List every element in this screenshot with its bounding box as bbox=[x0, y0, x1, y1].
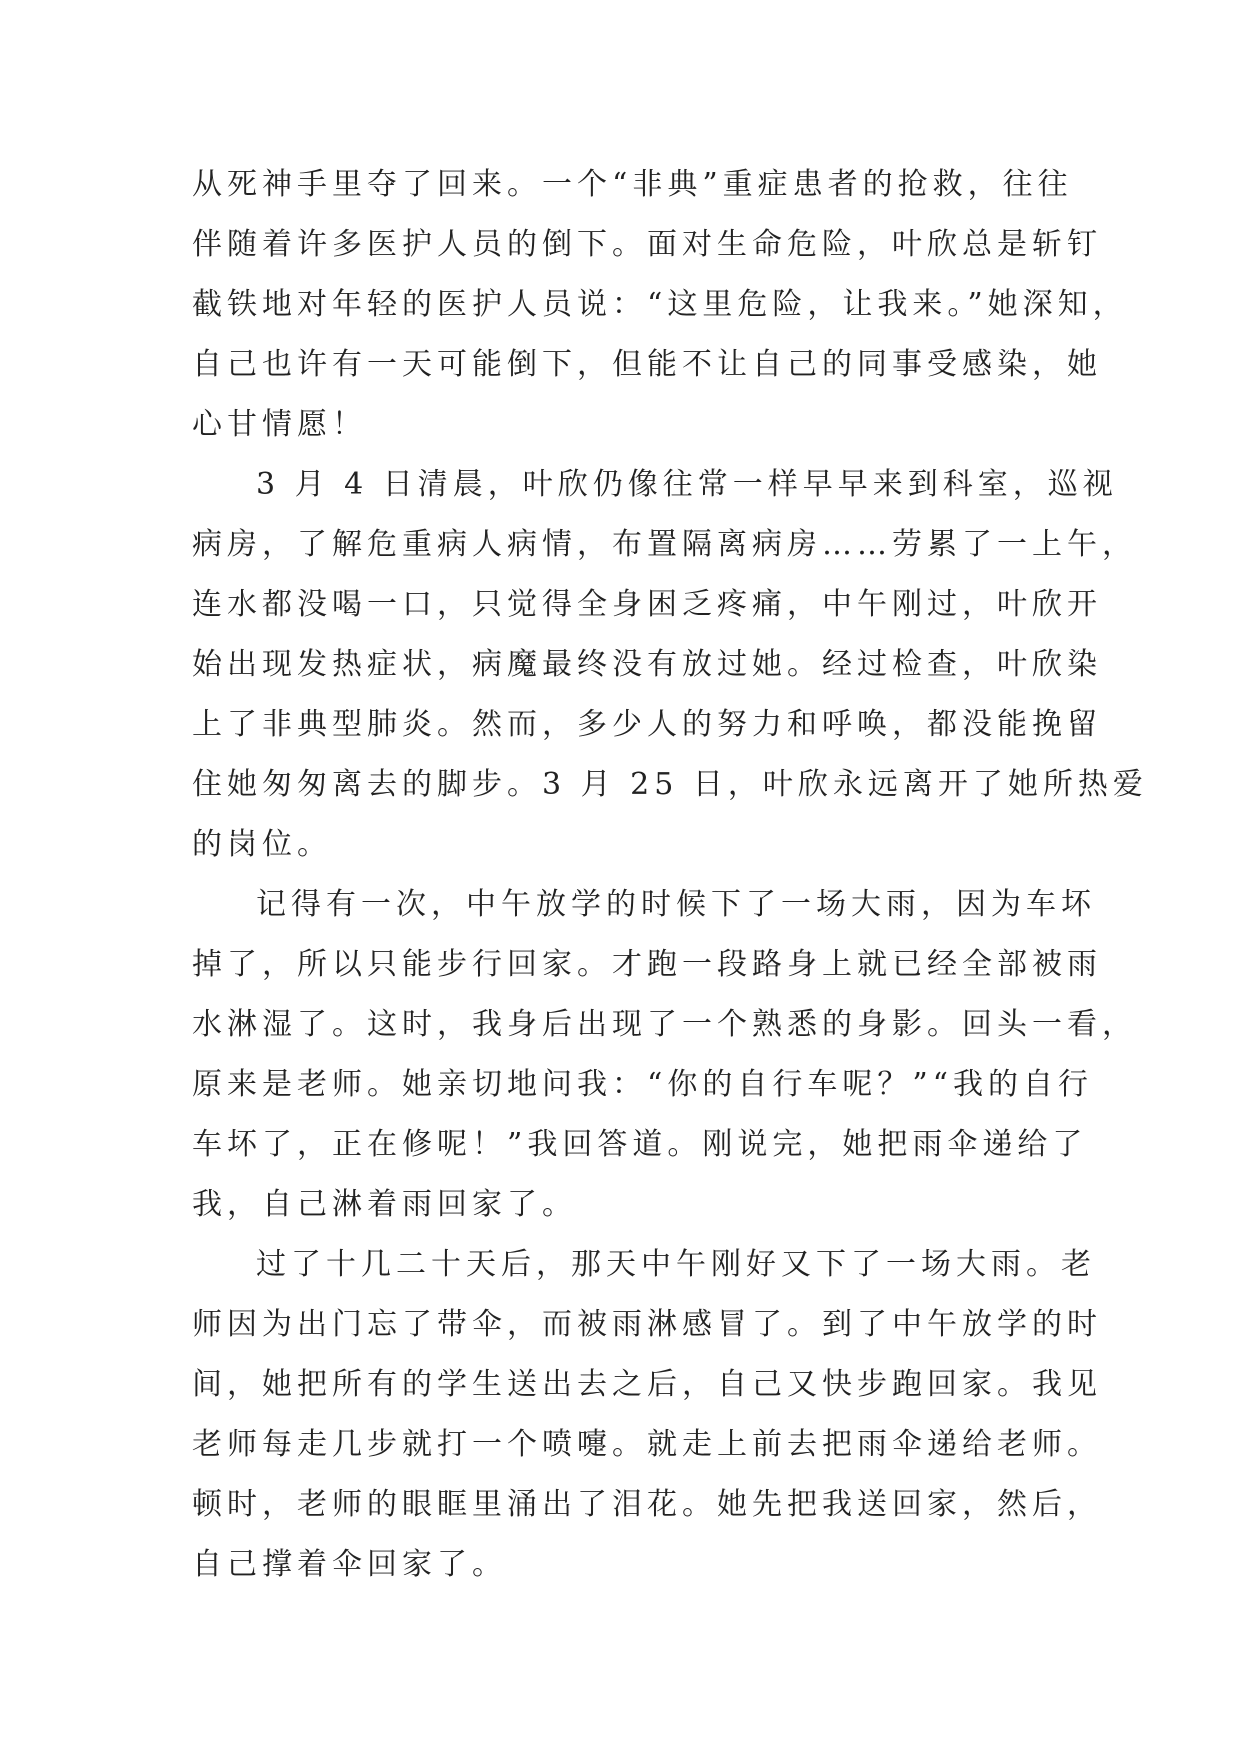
text-line: 水淋湿了。这时，我身后出现了一个熟悉的身影。回头一看， bbox=[192, 1007, 1137, 1042]
paragraph-1 bbox=[192, 155, 1128, 455]
text-line: 车坏了，正在修呢！”我回答道。刚说完，她把雨伞递给了 bbox=[192, 1127, 1088, 1162]
text-line: 始出现发热症状，病魔最终没有放过她。经过检查，叶欣染 bbox=[192, 647, 1102, 682]
paragraph-2 bbox=[192, 455, 1148, 875]
text-line: 老师每走几步就打一个喷嚏。就走上前去把雨伞递给老师。 bbox=[192, 1427, 1102, 1462]
text-line: 自己撑着伞回家了。 bbox=[192, 1547, 507, 1582]
text-line: 顿时，老师的眼眶里涌出了泪花。她先把我送回家，然后， bbox=[192, 1487, 1102, 1522]
text-line: 从死神手里夺了回来。一个“非典”重症患者的抢救，往往 bbox=[192, 167, 1073, 202]
text-line: 住她匆匆离去的脚步。3 月 25 日，叶欣永远离开了她所热爱 bbox=[192, 767, 1148, 802]
text-line: 3 月 4 日清晨，叶欣仍像往常一样早早来到科室，巡视 bbox=[256, 467, 1118, 502]
text-line: 心甘情愿！ bbox=[192, 407, 367, 442]
text-line: 原来是老师。她亲切地问我：“你的自行车呢？”“我的自行 bbox=[192, 1067, 1094, 1102]
text-line: 的岗位。 bbox=[192, 827, 332, 862]
document-body bbox=[192, 155, 1148, 1595]
paragraph-3 bbox=[192, 875, 1137, 1235]
text-line: 自己也许有一天可能倒下，但能不让自己的同事受感染，她 bbox=[192, 347, 1102, 382]
text-line: 截铁地对年轻的医护人员说：“这里危险，让我来。”她深知， bbox=[192, 287, 1128, 322]
text-line: 间，她把所有的学生送出去之后，自己又快步跑回家。我见 bbox=[192, 1367, 1102, 1402]
text-line: 师因为出门忘了带伞，而被雨淋感冒了。到了中午放学的时 bbox=[192, 1307, 1102, 1342]
text-line: 过了十几二十天后，那天中午刚好又下了一场大雨。老 bbox=[256, 1247, 1096, 1282]
text-line: 我，自己淋着雨回家了。 bbox=[192, 1187, 577, 1222]
text-line: 掉了，所以只能步行回家。才跑一段路身上就已经全部被雨 bbox=[192, 947, 1102, 982]
text-line: 连水都没喝一口，只觉得全身困乏疼痛，中午刚过，叶欣开 bbox=[192, 587, 1102, 622]
text-line: 记得有一次，中午放学的时候下了一场大雨，因为车坏 bbox=[256, 887, 1096, 922]
text-line: 病房，了解危重病人病情，布置隔离病房……劳累了一上午， bbox=[192, 527, 1137, 562]
text-line: 上了非典型肺炎。然而，多少人的努力和呼唤，都没能挽留 bbox=[192, 707, 1102, 742]
paragraph-4 bbox=[192, 1235, 1102, 1595]
text-line: 伴随着许多医护人员的倒下。面对生命危险，叶欣总是斩钉 bbox=[192, 227, 1102, 262]
